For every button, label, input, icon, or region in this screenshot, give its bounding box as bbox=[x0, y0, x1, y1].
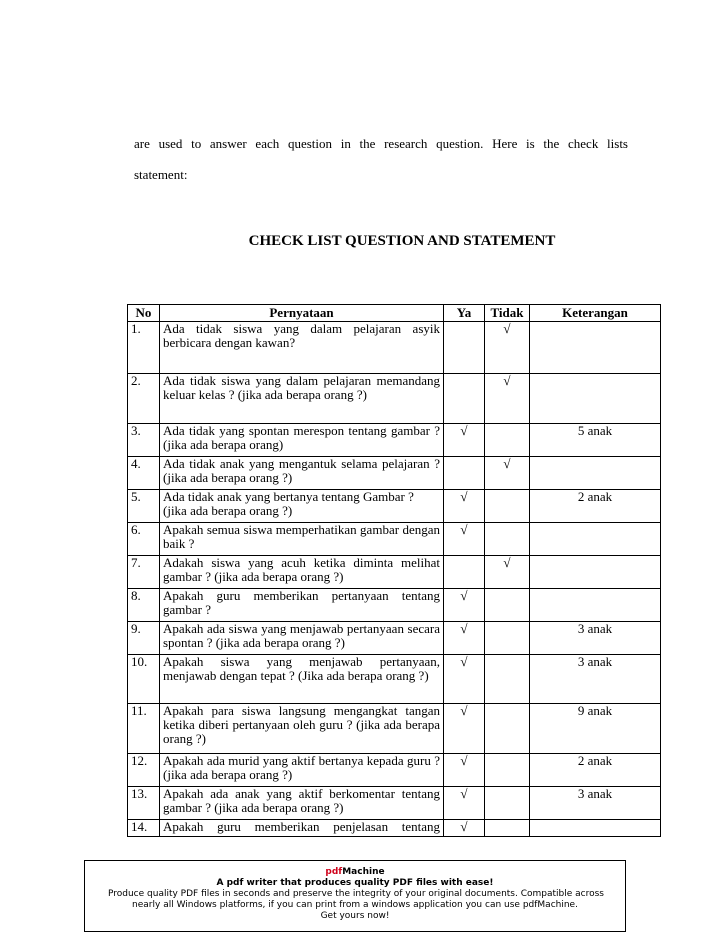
header-ya: Ya bbox=[444, 305, 485, 322]
header-keterangan: Keterangan bbox=[530, 305, 661, 322]
table-row bbox=[128, 754, 661, 787]
brand-machine-text: Machine bbox=[342, 867, 385, 877]
row-tidak-mark bbox=[485, 589, 530, 622]
row-tidak-mark bbox=[485, 490, 530, 523]
row-tidak-mark: √ bbox=[485, 322, 530, 374]
row-statement: Apakah guru memberikan penjelasan tentang bbox=[160, 820, 444, 837]
row-tidak-mark bbox=[485, 655, 530, 704]
checklist-heading: CHECK LIST QUESTION AND STATEMENT bbox=[248, 233, 556, 249]
row-number: 10. bbox=[128, 655, 160, 704]
row-keterangan: 3 anak bbox=[530, 622, 661, 655]
row-keterangan bbox=[530, 556, 661, 589]
row-statement: Apakah ada murid yang aktif bertanya kepada guru ? (jika ada berapa orang ?) bbox=[160, 754, 444, 787]
row-tidak-mark bbox=[485, 704, 530, 754]
brand-pdf-text: pdf bbox=[325, 867, 343, 877]
row-number: 5. bbox=[128, 490, 160, 523]
row-ya-mark bbox=[444, 322, 485, 374]
row-number: 14. bbox=[128, 820, 160, 837]
row-statement: Apakah para siswa langsung mengangkat tangan ketika diberi pertanyaan oleh guru ? (jika ada berapa orang ?) bbox=[160, 704, 444, 754]
row-keterangan: 3 anak bbox=[530, 787, 661, 820]
row-number: 11. bbox=[128, 704, 160, 754]
row-tidak-mark: √ bbox=[485, 374, 530, 424]
table-row bbox=[128, 374, 661, 424]
row-number: 7. bbox=[128, 556, 160, 589]
row-ya-mark: √ bbox=[444, 490, 485, 523]
row-tidak-mark: √ bbox=[485, 457, 530, 490]
table-row bbox=[128, 655, 661, 704]
row-ya-mark: √ bbox=[444, 655, 485, 704]
footer-cta[interactable]: Get yours now! bbox=[320, 911, 390, 921]
row-keterangan bbox=[530, 457, 661, 490]
row-number: 8. bbox=[128, 589, 160, 622]
row-tidak-mark bbox=[485, 424, 530, 457]
row-statement: Ada tidak anak yang mengantuk selama pelajaran ? (jika ada berapa orang ?) bbox=[160, 457, 444, 490]
table-row bbox=[128, 523, 661, 556]
row-ya-mark: √ bbox=[444, 622, 485, 655]
row-tidak-mark bbox=[485, 523, 530, 556]
table-row bbox=[128, 457, 661, 490]
row-ya-mark bbox=[444, 556, 485, 589]
row-ya-mark: √ bbox=[444, 820, 485, 837]
row-number: 13. bbox=[128, 787, 160, 820]
row-keterangan: 5 anak bbox=[530, 424, 661, 457]
row-keterangan: 9 anak bbox=[530, 704, 661, 754]
row-tidak-mark bbox=[485, 754, 530, 787]
row-keterangan: 2 anak bbox=[530, 754, 661, 787]
row-number: 3. bbox=[128, 424, 160, 457]
row-ya-mark: √ bbox=[444, 704, 485, 754]
row-tidak-mark: √ bbox=[485, 556, 530, 589]
table-row bbox=[128, 787, 661, 820]
footer-tagline: A pdf writer that produces quality PDF files with ease! bbox=[216, 878, 494, 888]
intro-paragraph: are used to answer each question in the research question. Here is the check lists bbox=[134, 136, 628, 151]
pdfmachine-brand bbox=[85, 867, 625, 878]
row-statement: Ada tidak anak yang bertanya tentang Gambar ? (jika ada berapa orang ?) bbox=[160, 490, 444, 523]
row-number: 4. bbox=[128, 457, 160, 490]
row-statement: Apakah siswa yang menjawab pertanyaan, menjawab dengan tepat ? (Jika ada berapa orang ?) bbox=[160, 655, 444, 704]
row-statement: Ada tidak yang spontan merespon tentang gambar ? (jika ada berapa orang) bbox=[160, 424, 444, 457]
table-row bbox=[128, 556, 661, 589]
row-ya-mark: √ bbox=[444, 787, 485, 820]
header-statement: Pernyataan bbox=[160, 305, 444, 322]
pdfmachine-footer bbox=[84, 860, 626, 932]
footer-description-line-2: nearly all Windows platforms, if you can print from a windows application you can use pdfMachine. bbox=[132, 900, 578, 910]
row-statement: Adakah siswa yang acuh ketika diminta melihat gambar ? (jika ada berapa orang ?) bbox=[160, 556, 444, 589]
row-statement: Apakah ada siswa yang menjawab pertanyaan secara spontan ? (jika ada berapa orang ?) bbox=[160, 622, 444, 655]
row-ya-mark bbox=[444, 374, 485, 424]
table-row bbox=[128, 820, 661, 837]
row-ya-mark: √ bbox=[444, 754, 485, 787]
table-header-row bbox=[128, 305, 661, 322]
row-keterangan bbox=[530, 523, 661, 556]
checklist-table bbox=[127, 304, 661, 837]
footer-description: Produce quality PDF files in seconds and preserve the integrity of your original documents. Compatible across bbox=[107, 889, 604, 899]
table-row bbox=[128, 424, 661, 457]
row-number: 6. bbox=[128, 523, 160, 556]
row-keterangan bbox=[530, 820, 661, 837]
table-row bbox=[128, 704, 661, 754]
row-statement: Apakah guru memberikan pertanyaan tentang gambar ? bbox=[160, 589, 444, 622]
row-statement: Apakah ada anak yang aktif berkomentar tentang gambar ? (jika ada berapa orang ?) bbox=[160, 787, 444, 820]
row-tidak-mark bbox=[485, 820, 530, 837]
row-statement: Apakah semua siswa memperhatikan gambar dengan baik ? bbox=[160, 523, 444, 556]
row-tidak-mark bbox=[485, 622, 530, 655]
table-row bbox=[128, 490, 661, 523]
table-row bbox=[128, 589, 661, 622]
row-ya-mark: √ bbox=[444, 589, 485, 622]
row-number: 2. bbox=[128, 374, 160, 424]
row-number: 1. bbox=[128, 322, 160, 374]
row-statement: Ada tidak siswa yang dalam pelajaran memandang keluar kelas ? (jika ada berapa orang ?) bbox=[160, 374, 444, 424]
row-keterangan: 3 anak bbox=[530, 655, 661, 704]
header-no: No bbox=[128, 305, 160, 322]
row-statement: Ada tidak siswa yang dalam pelajaran asyik berbicara dengan kawan? bbox=[160, 322, 444, 374]
table-row bbox=[128, 622, 661, 655]
row-ya-mark bbox=[444, 457, 485, 490]
intro-paragraph-continued: statement: bbox=[134, 167, 188, 182]
row-tidak-mark bbox=[485, 787, 530, 820]
row-keterangan bbox=[530, 322, 661, 374]
row-keterangan bbox=[530, 374, 661, 424]
row-keterangan bbox=[530, 589, 661, 622]
row-ya-mark: √ bbox=[444, 424, 485, 457]
row-number: 9. bbox=[128, 622, 160, 655]
row-ya-mark: √ bbox=[444, 523, 485, 556]
row-number: 12. bbox=[128, 754, 160, 787]
header-tidak: Tidak bbox=[485, 305, 530, 322]
row-keterangan: 2 anak bbox=[530, 490, 661, 523]
table-row bbox=[128, 322, 661, 374]
